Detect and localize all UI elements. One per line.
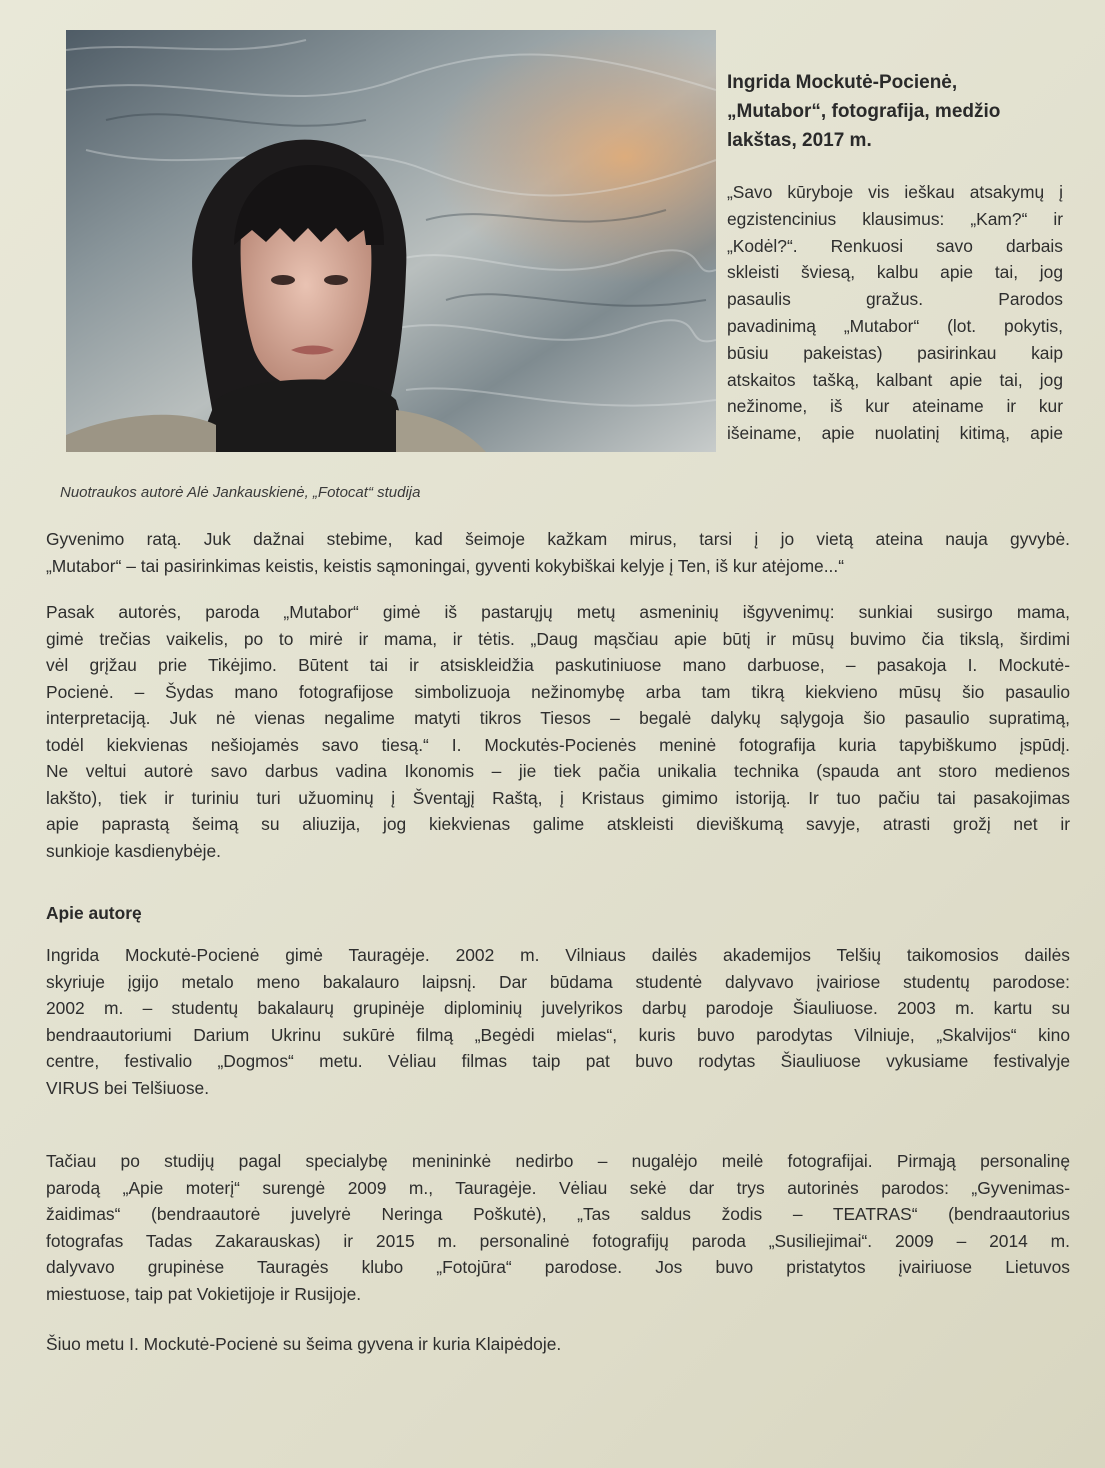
- text-line: gimė trečias vaikelis, po to mirė ir mama, ir tėtis. „Daug mąsčiau apie būtį ir mūsų buvimo čia tikslą, širdimi: [46, 628, 1070, 649]
- text-line: lakšto), tiek ir turiniu turi užuominų į Šventąjį Raštą, į Kristaus gimimo istoriją. Ir tuo pačiu tai pasakojimas: [46, 787, 1070, 808]
- text-line: žaidimas“ (bendraautorė juvelyrė Neringa Poškutė), „Tas saldus žodis – TEATRAS“ (bendraautorius: [46, 1204, 1070, 1224]
- text-line: todėl kiekvienas nešiojamės savo tiesą.“ I. Mockutės-Pocienės meninė fotografija kuria tapybiškumo įspūdį.: [46, 734, 1070, 755]
- quote-continuation: [46, 526, 1070, 579]
- text-line: vėl grįžau prie Tikėjimo. Būtent tai ir atsiskleidžia paskutiniuose mano darbuose, – pasakoja I. Mockutė-: [46, 655, 1070, 675]
- text-line: Pasak autorės, paroda „Mutabor“ gimė iš pastarųjų metų asmeninių išgyvenimų: sunkiai susirgo mama,: [46, 602, 1070, 622]
- artist-quote: [727, 179, 1063, 447]
- quote-line: „Kodėl?“. Renkuosi savo darbais: [727, 235, 1063, 256]
- quote-line: nežinome, iš kur ateiname ir kur: [727, 396, 1063, 417]
- text-line: skyriuje įgijo metalo meno bakalauro laipsnį. Dar būdama studentė dalyvavo įvairiose studentų parodose:: [46, 971, 1070, 992]
- text-line: sunkioje kasdienybėje.: [46, 840, 221, 861]
- about-paragraph-1: [46, 942, 1070, 1101]
- text-line: „Mutabor“ – tai pasirinkimas keistis, keistis sąmoningai, gyventi kokybiškai kelyje į Ten, iš kur atėjome...“: [46, 555, 845, 576]
- text-line: Ingrida Mockutė-Pocienė gimė Tauragėje. 2002 m. Vilniaus dailės akademijos Telšių taikomosios dailės: [46, 945, 1070, 965]
- text-line: Tačiau po studijų pagal specialybę menininkė nedirbo – nugalėjo meilė fotografijai. Pirmąją personalinę: [46, 1151, 1070, 1171]
- quote-line: pavadinimą „Mutabor“ (lot. pokytis,: [727, 315, 1063, 336]
- quote-line: pasaulis gražus. Parodos: [727, 289, 1063, 310]
- text-line: parodą „Apie moterį“ surengė 2009 m., Tauragėje. Vėliau sekė dar trys autorinės parodos: „Gyvenimas-: [46, 1177, 1070, 1198]
- artwork-title-line: Ingrida Mockutė-Pocienė,: [727, 72, 958, 93]
- photo-caption: Nuotraukos autorė Alė Jankauskienė, „Fotocat“ studija: [60, 484, 421, 501]
- artwork-title: [727, 68, 1057, 155]
- text-line: bendraautoriumi Darium Ukrinu sukūrė filmą „Begėdi mielas“, kuris buvo parodytas Vilniuje, „Skalvijos“ kino: [46, 1024, 1070, 1045]
- artwork-title-line: lakštas, 2017 m.: [727, 130, 872, 151]
- about-paragraph-3: [46, 1331, 1070, 1358]
- portrait-illustration: [66, 30, 716, 452]
- text-line: Pocienė. – Šydas mano fotografijose simbolizuoja nežinomybę arba tam tikrą kiekvieno mūsų šio pasaulio: [46, 681, 1070, 702]
- quote-line: skleisti šviesą, kalbu apie tai, jog: [727, 262, 1063, 283]
- text-line: Gyvenimo ratą. Juk dažnai stebime, kad šeimoje kažkam mirus, tarsi į jo vietą ateina nauja gyvybė.: [46, 529, 1070, 549]
- text-line: 2002 m. – studentų bakalaurų grupinėje diplominių juvelyrikos darbų parodoje Šiauliuose. 2003 m. kartu su: [46, 998, 1070, 1018]
- about-paragraph-2: [46, 1148, 1070, 1307]
- exhibition-paragraph: [46, 599, 1070, 864]
- quote-line: „Savo kūryboje vis ieškau atsakymų į: [727, 182, 1063, 202]
- text-line: dalyvavo grupinėse Tauragės klubo „Fotojūra“ parodose. Jos buvo pristatytos įvairiuose Lietuvos: [46, 1257, 1070, 1277]
- text-line: apie paprastą šeimą su aliuzija, jog kiekvienas galime atskleisti dieviškumą savyje, atrasti grožį net ir: [46, 814, 1070, 834]
- quote-line: būsiu pakeistas) pasirinkau kaip: [727, 342, 1063, 363]
- text-line: interpretaciją. Juk nė vienas negalime matyti tikros Tiesos – begalė dalykų sąlygoja šio pasaulio supratimą,: [46, 708, 1070, 728]
- artwork-title-line: „Mutabor“, fotografija, medžio: [727, 101, 1001, 122]
- about-author-heading: Apie autorę: [46, 903, 142, 923]
- text-line: fotografas Tadas Zakarauskas) ir 2015 m. personalinė fotografijų paroda „Susiliejimai“. 2009 – 2014 m.: [46, 1230, 1070, 1251]
- text-line: centre, festivalio „Dogmos“ metu. Vėliau filmas taip pat buvo rodytas Šiauliuose vykusiame festivalyje: [46, 1051, 1070, 1071]
- quote-line: išeiname, apie nuolatinį kitimą, apie: [727, 423, 1063, 444]
- quote-line: egzistencinius klausimus: „Kam?“ ir: [727, 208, 1063, 229]
- quote-line: atskaitos tašką, kalbant apie tai, jog: [727, 369, 1063, 390]
- text-line: Šiuo metu I. Mockutė-Pocienė su šeima gyvena ir kuria Klaipėdoje.: [46, 1334, 562, 1354]
- artwork-photo: [66, 30, 716, 452]
- text-line: VIRUS bei Telšiuose.: [46, 1077, 210, 1098]
- text-line: miestuose, taip pat Vokietijoje ir Rusijoje.: [46, 1283, 362, 1304]
- text-line: Ne veltui autorė savo darbus vadina Ikonomis – jie tiek pačia unikalia technika (spauda ant storo medienos: [46, 761, 1070, 781]
